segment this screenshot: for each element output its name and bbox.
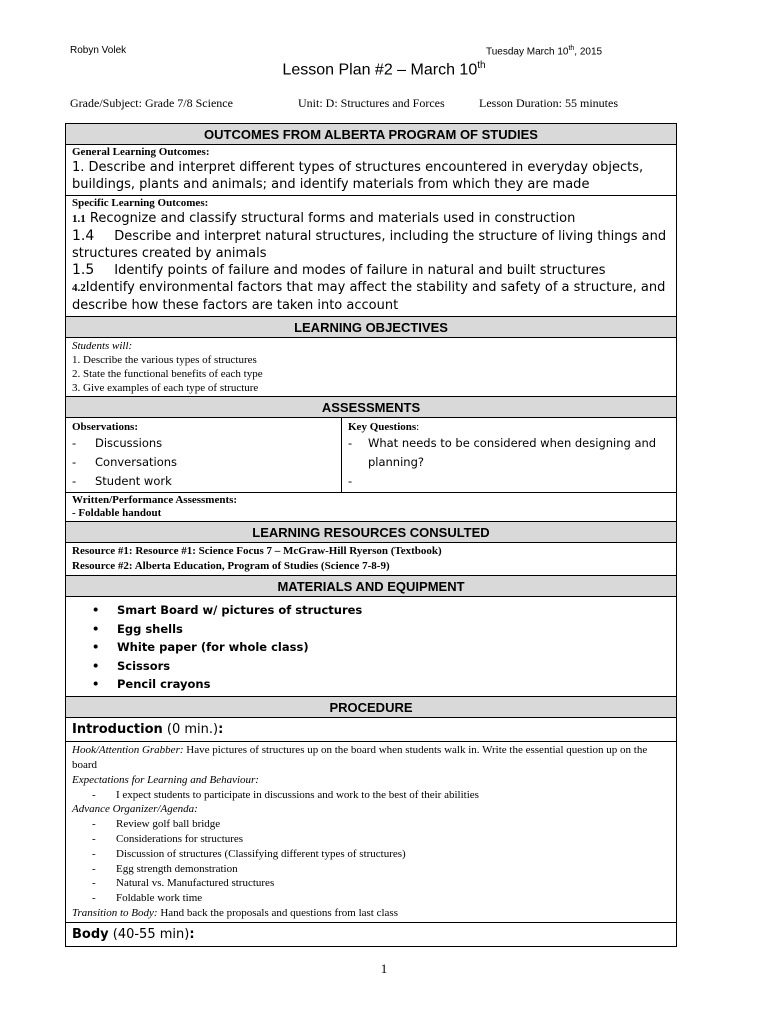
specific-outcome-item: 1.5 Identify points of failure and modes of failure in natural and built structures <box>72 262 606 278</box>
lesson-date: Tuesday March 10th, 2015 <box>486 45 603 58</box>
objective-item: 2. State the functional benefits of each type <box>72 368 263 380</box>
agenda-item: - Egg strength demonstration <box>92 862 238 875</box>
observations-label: Observations: <box>72 421 138 433</box>
materials-heading: MATERIALS AND EQUIPMENT <box>66 576 676 597</box>
written-assessments-cell <box>66 493 676 522</box>
specific-outcome-item: 1.1 Recognize and classify structural forms and materials used in construction <box>72 211 576 226</box>
material-item: • Smart Board w/ pictures of structures <box>92 603 363 617</box>
agenda-label: Advance Organizer/Agenda: <box>72 803 198 816</box>
agenda-item: - Considerations for structures <box>92 833 244 846</box>
specific-outcomes-cell <box>66 196 676 317</box>
observation-item: - Student work <box>72 474 172 488</box>
observations-cell <box>66 418 342 492</box>
material-item: • Pencil crayons <box>92 677 211 691</box>
specific-outcome-item: 4.2Identify environmental factors that may affect the stability and safety of a structure, and describe how these factors are taken into account <box>72 280 666 313</box>
general-outcome-text: 1. Describe and interpret different types of structures encountered in everyday objects, buildings, plants and animals; and identify materials from which they are made <box>72 160 644 192</box>
objectives-cell <box>66 338 676 397</box>
page-number: 1 <box>380 961 388 976</box>
resource-item: Resource #1: Resource #1: Science Focus 7 – McGraw-Hill Ryerson (Textbook) <box>72 545 442 557</box>
key-questions-label: Key Questions: <box>348 421 420 433</box>
objectives-heading: LEARNING OBJECTIVES <box>66 317 676 338</box>
key-questions-cell <box>342 418 676 492</box>
observation-item: - Discussions <box>72 436 163 450</box>
general-outcomes-cell <box>66 145 676 196</box>
expectations-label: Expectations for Learning and Behaviour: <box>72 773 259 786</box>
expectation-item: - I expect students to participate in discussions and work to the best of their abilities <box>92 788 479 801</box>
resources-cell <box>66 543 676 576</box>
author-name: Robyn Volek <box>70 45 127 56</box>
procedure-heading: PROCEDURE <box>66 697 676 718</box>
materials-cell <box>66 597 676 697</box>
objectives-intro: Students will: <box>72 340 133 352</box>
general-outcomes-label: General Learning Outcomes: <box>72 146 210 158</box>
resource-item: Resource #2: Alberta Education, Program of Studies (Science 7-8-9) <box>72 560 390 572</box>
introduction-cell <box>66 742 676 924</box>
page-title: Lesson Plan #2 – March 10th <box>282 60 486 79</box>
resources-heading: LEARNING RESOURCES CONSULTED <box>66 522 676 543</box>
agenda-item: - Review golf ball bridge <box>92 818 221 831</box>
unit-label: Unit: D: Structures and Forces <box>298 96 445 110</box>
grade-subject: Grade/Subject: Grade 7/8 Science <box>70 96 233 110</box>
key-question-item: - <box>348 474 353 488</box>
transition-line: Transition to Body: Hand back the proposals and questions from last class <box>72 907 398 920</box>
specific-outcome-item: 1.4 Describe and interpret natural structures, including the structure of living things and structures created by animals <box>72 228 667 261</box>
agenda-item: - Discussion of structures (Classifying different types of structures) <box>92 847 406 860</box>
assessments-heading: ASSESSMENTS <box>66 397 676 418</box>
written-assessments-label: Written/Performance Assessments: <box>72 494 238 506</box>
written-assessment-item: - Foldable handout <box>72 507 162 519</box>
material-item: • Egg shells <box>92 621 183 636</box>
outcomes-heading: OUTCOMES FROM ALBERTA PROGRAM OF STUDIES <box>66 124 676 145</box>
specific-outcomes-label: Specific Learning Outcomes: <box>72 197 209 209</box>
agenda-item: - Natural vs. Manufactured structures <box>92 877 275 890</box>
introduction-heading: Introduction (0 min.): <box>66 718 676 742</box>
hook-line: Hook/Attention Grabber: Have pictures of structures up on the board when students walk in. Write the essential question up on the board <box>72 743 648 771</box>
objective-item: 3. Give examples of each type of structure <box>72 382 259 394</box>
lesson-plan-table <box>65 123 677 947</box>
lesson-duration: Lesson Duration: 55 minutes <box>479 96 618 110</box>
agenda-item: - Foldable work time <box>92 892 203 905</box>
material-item: • White paper (for whole class) <box>92 640 309 654</box>
observation-item: - Conversations <box>72 455 178 469</box>
objective-item: 1. Describe the various types of structures <box>72 354 257 366</box>
body-heading: Body (40-55 min): <box>72 927 195 943</box>
assessments-row <box>66 418 676 493</box>
key-question-item: - What needs to be considered when designing and planning? <box>348 436 657 469</box>
material-item: • Scissors <box>92 658 171 673</box>
